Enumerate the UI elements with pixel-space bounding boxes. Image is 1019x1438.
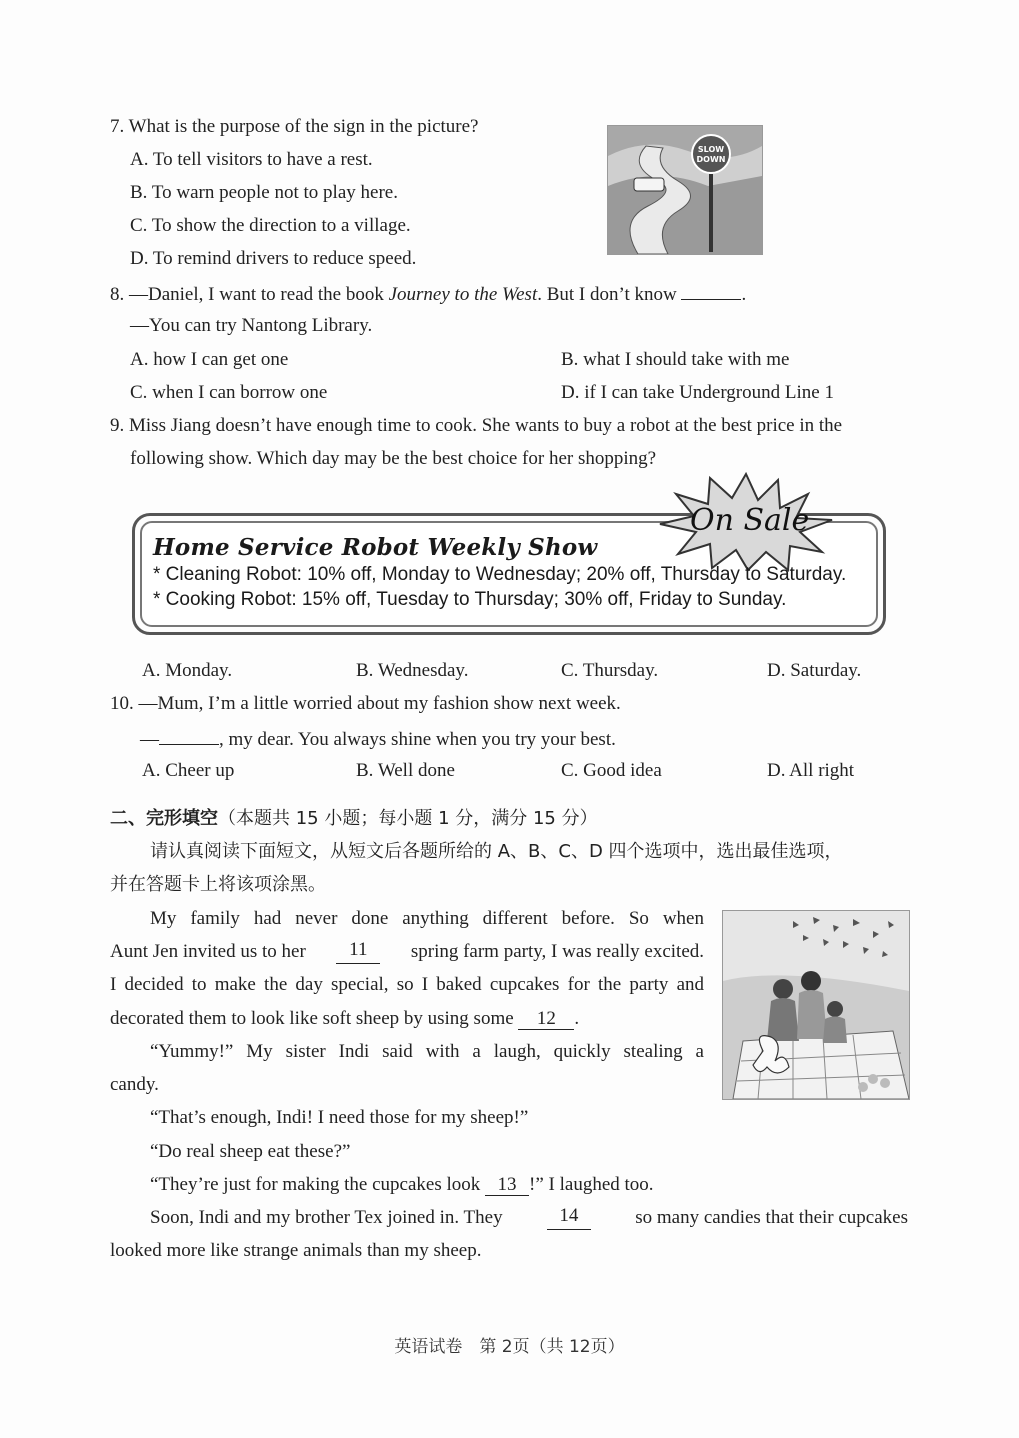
q8-option-c: C. when I can borrow one bbox=[130, 382, 328, 403]
q8-reply: —You can try Nantong Library. bbox=[130, 315, 373, 336]
page-footer: 英语试卷 第 2页（共 12页） bbox=[394, 1337, 625, 1357]
q8-stem-pre: 8. —Daniel, I want to read the book bbox=[110, 284, 389, 305]
blank-13: 13 bbox=[485, 1175, 529, 1196]
passage-line-2-post: spring farm party, I was really excited. bbox=[410, 941, 704, 962]
q9-option-b: B. Wednesday. bbox=[356, 660, 469, 681]
q9-option-a: A. Monday. bbox=[142, 660, 233, 681]
q10-reply bbox=[140, 726, 616, 752]
on-sale-label: On Sale bbox=[690, 503, 810, 538]
section-2-instructions-line-1: 请认真阅读下面短文，从短文后各题所给的 A、B、C、D 四个选项中，选出最佳选项， bbox=[150, 841, 843, 862]
passage-line-1: My family had never done anything different before. So when bbox=[150, 908, 704, 929]
passage-line-9-post: !” I laughed too. bbox=[529, 1174, 654, 1195]
blank-12: 12 bbox=[518, 1009, 574, 1030]
q8-option-a: A. how I can get one bbox=[130, 349, 289, 370]
sign-text-slow: SLOW bbox=[697, 145, 725, 154]
q9-stem-line-1: 9. Miss Jiang doesn’t have enough time to cook. She wants to buy a robot at the best price in the bbox=[110, 415, 843, 436]
q9-stem-line-2: following show. Which day may be the best choice for her shopping? bbox=[130, 448, 657, 469]
passage-line-2-pre: Aunt Jen invited us to her bbox=[110, 941, 306, 962]
sign-text-down: DOWN bbox=[696, 155, 726, 164]
q10-stem: 10. —Mum, I’m a little worried about my fashion show next week. bbox=[110, 693, 621, 714]
q9-option-c: C. Thursday. bbox=[561, 660, 659, 681]
q10-reply-pre: — bbox=[140, 729, 159, 750]
passage-line-4 bbox=[110, 1007, 579, 1031]
section-2-note: （本题共 15 小题；每小题 1 分，满分 15 分） bbox=[218, 808, 598, 829]
q8-option-d: D. if I can take Underground Line 1 bbox=[561, 382, 834, 403]
q10-answer-blank bbox=[159, 726, 219, 745]
slow-down-sign-picture bbox=[607, 125, 763, 255]
blank-11: 11 bbox=[336, 940, 380, 964]
passage-line-3: I decided to make the day special, so I baked cupcakes for the party and bbox=[110, 974, 704, 995]
passage-line-7: “That’s enough, Indi! I need those for my sheep!” bbox=[150, 1107, 529, 1128]
q7-option-b: B. To warn people not to play here. bbox=[130, 182, 398, 203]
passage-line-8: “Do real sheep eat these?” bbox=[150, 1141, 351, 1162]
section-2-heading bbox=[110, 807, 598, 831]
passage-line-11: looked more like strange animals than my sheep. bbox=[110, 1240, 482, 1261]
blank-14: 14 bbox=[547, 1206, 591, 1230]
passage-line-9-pre: “They’re just for making the cupcakes look bbox=[150, 1174, 481, 1195]
passage-line-2 bbox=[110, 940, 704, 964]
section-2-title: 二、完形填空 bbox=[110, 808, 218, 829]
sale-cleaning-robot-line: * Cleaning Robot: 10% off, Monday to Wednesday; 20% off, Thursday to Saturday. bbox=[153, 564, 847, 585]
passage-line-10 bbox=[150, 1206, 908, 1230]
q8-stem-post: . But I don’t know bbox=[537, 284, 677, 305]
q10-reply-post: , my dear. You always shine when you try your best. bbox=[219, 729, 616, 750]
q8-option-b: B. what I should take with me bbox=[561, 349, 790, 370]
q7-option-c: C. To show the direction to a village. bbox=[130, 215, 411, 236]
q8-stem bbox=[110, 281, 746, 307]
q10-option-b: B. Well done bbox=[356, 760, 455, 781]
passage-line-6: candy. bbox=[110, 1074, 159, 1095]
passage-line-5: “Yummy!” My sister Indi said with a laugh, quickly stealing a bbox=[150, 1041, 704, 1062]
picnic-family-illustration bbox=[722, 910, 910, 1100]
q7-option-d: D. To remind drivers to reduce speed. bbox=[130, 248, 417, 269]
passage-line-10-pre: Soon, Indi and my brother Tex joined in. They bbox=[150, 1207, 503, 1228]
passage-line-4-pre: decorated them to look like soft sheep by using some bbox=[110, 1008, 514, 1029]
q8-stem-end: . bbox=[741, 284, 747, 305]
q7-option-a: A. To tell visitors to have a rest. bbox=[130, 149, 373, 170]
sale-title: Home Service Robot Weekly Show bbox=[153, 534, 598, 561]
q9-option-d: D. Saturday. bbox=[767, 660, 862, 681]
q10-option-d: D. All right bbox=[767, 760, 855, 781]
q8-answer-blank bbox=[681, 281, 741, 300]
sale-cooking-robot-line: * Cooking Robot: 15% off, Tuesday to Thursday; 30% off, Friday to Sunday. bbox=[153, 589, 787, 610]
q8-book-title: Journey to the West bbox=[388, 284, 538, 305]
q10-option-a: A. Cheer up bbox=[142, 760, 235, 781]
q10-option-c: C. Good idea bbox=[561, 760, 662, 781]
passage-line-9 bbox=[150, 1173, 654, 1197]
q7-stem: 7. What is the purpose of the sign in the picture? bbox=[110, 116, 479, 137]
passage-line-10-post: so many candies that their cupcakes bbox=[635, 1207, 908, 1228]
passage-line-4-post: . bbox=[574, 1008, 580, 1029]
section-2-instructions-line-2: 并在答题卡上将该项涂黑。 bbox=[110, 874, 326, 895]
